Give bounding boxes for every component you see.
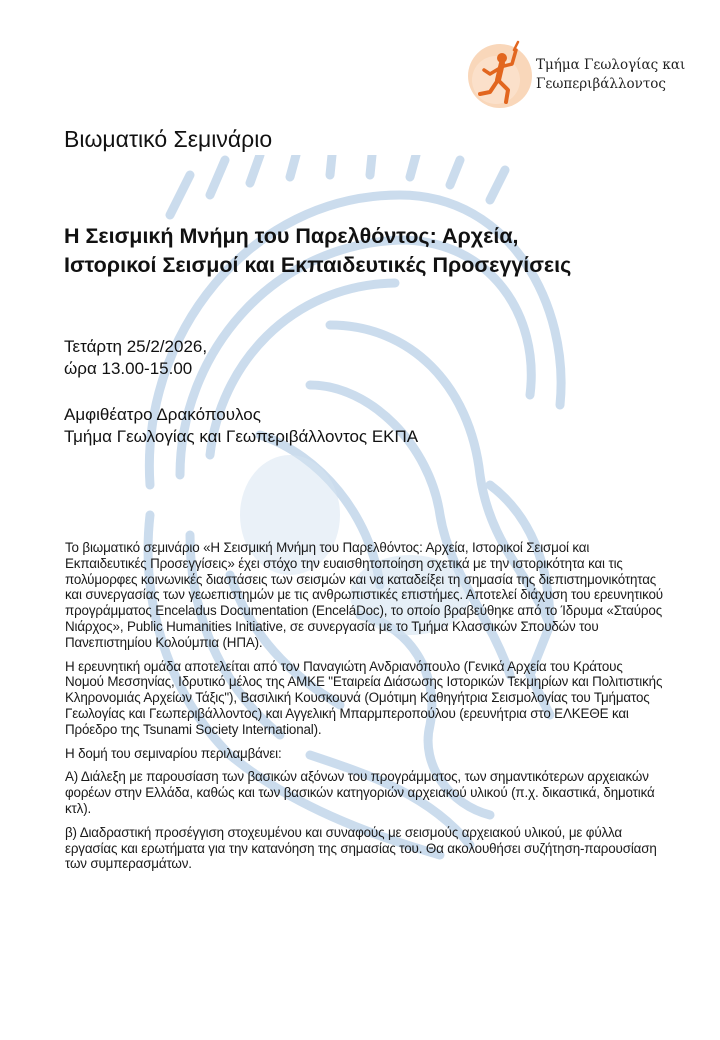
logo-text-line1: Τμήμα Γεωλογίας και bbox=[536, 57, 686, 73]
structure-intro: Η δομή του σεμιναρίου περιλαμβάνει: bbox=[65, 745, 282, 761]
event-type-heading: Βιωματικό Σεμινάριο bbox=[64, 126, 273, 152]
event-venue: Αμφιθέατρο Δρακόπουλος bbox=[64, 405, 261, 424]
event-title-line2: Ιστορικοί Σεισμοί και Εκπαιδευτικές Προσεγγίσεις bbox=[64, 253, 572, 277]
running-torchbearer-icon bbox=[466, 36, 536, 116]
event-datetime bbox=[64, 336, 207, 380]
event-title bbox=[64, 222, 684, 280]
event-time: ώρα 13.00-15.00 bbox=[64, 359, 193, 378]
department-logo bbox=[466, 36, 696, 116]
logo-text bbox=[536, 56, 685, 94]
event-title-line1: Η Σεισμική Μνήμη του Παρελθόντος: Αρχεία, bbox=[64, 224, 519, 248]
event-department: Τμήμα Γεωλογίας και Γεωπεριβάλλοντος ΕΚΠΑ bbox=[64, 427, 419, 446]
structure-item-a: Α) Διάλεξη με παρουσίαση των βασικών αξόνων του προγράμματος, των σημαντικότερων αρχειακών φορέων στην Ελλάδα, καθώς και των βασικών κατηγοριών αρχειακού υλικού (π.χ. δικαστικά, δημοτικά κτλ). bbox=[65, 769, 655, 816]
team-paragraph: Η ερευνητική ομάδα αποτελείται από τον Παναγιώτη Ανδριανόπουλο (Γενικά Αρχεία του Κράτους Νομού Μεσσηνίας, Ιδρυτικό μέλος της ΑΜΚΕ "Εταιρεία Διάσωσης Ιστορικών Τεκμηρίων και Πολιτιστικής Κληρονομιάς Αρχείων Τάξις"), Βασιλική Κουσκουνά (Ομότιμη Καθηγήτρια Σεισμολογίας του Τμήματος Γεωλογίας και Γεωπεριβάλλοντος) και Αγγελική Μπαρμπεροπούλου (ερευνήτρια στο ΕΛΚΕΘΕ και Πρόεδρο της Tsunami Society International). bbox=[65, 658, 663, 737]
structure-item-b: β) Διαδραστική προσέγγιση στοχευμένου και συναφούς με σεισμούς αρχειακού υλικού, με φύλλα εργασίας και ερωτήματα για την κατανόηση της σημασίας του. Θα ακολουθήσει συζήτηση-παρουσίαση των συμπερασμάτων. bbox=[65, 824, 657, 872]
event-description bbox=[65, 540, 665, 880]
event-date: Τετάρτη 25/2/2026, bbox=[64, 337, 208, 356]
logo-text-line2: Γεωπεριβάλλοντος bbox=[536, 76, 666, 92]
description-paragraph: Το βιωματικό σεμινάριο «Η Σεισμική Μνήμη του Παρελθόντος: Αρχεία, Ιστορικοί Σεισμοί και Εκπαιδευτικές Προσεγγίσεις» έχει στόχο την ευαισθητοποίηση σχετικά με την ιστορικότητα και τις πολύμορφες κοινωνικές διαστάσεις των σεισμών και να καταδείξει τη σημασία της διεπιστημονικότητας και συνεργασίας των γεωεπιστημών με τις ανθρωπιστικές επιστήμες. Αποτελεί διάχυση του ερευνητικού προγράμματος Enceladus Documentation (EnceláDoc), το οποίο βραβεύθηκε από το Ίδρυμα «Σταύρος Νιάρχος», Public Humanities Initiative, σε συνεργασία με το Τμήμα Κλασσικών Σπουδών του Πανεπιστημίου Κολούμπια (ΗΠΑ). bbox=[65, 540, 663, 650]
event-location bbox=[64, 404, 418, 448]
